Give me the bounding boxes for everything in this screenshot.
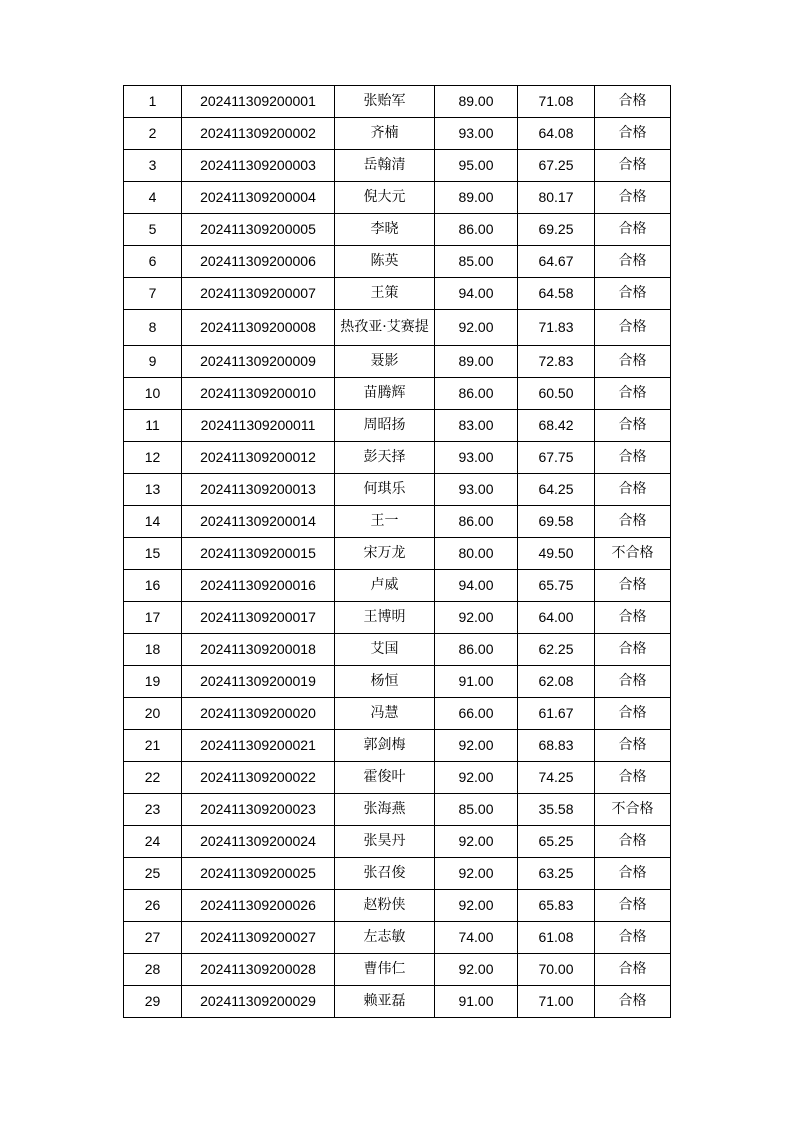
score-1-cell: 86.00 bbox=[435, 634, 518, 666]
score-2-cell: 64.67 bbox=[518, 246, 595, 278]
result-cell: 不合格 bbox=[595, 538, 671, 570]
table-row bbox=[124, 474, 671, 506]
score-1-cell: 86.00 bbox=[435, 214, 518, 246]
score-2-cell: 61.67 bbox=[518, 698, 595, 730]
candidate-name-cell: 倪大元 bbox=[335, 182, 435, 214]
score-1-cell: 95.00 bbox=[435, 150, 518, 182]
row-number-cell: 2 bbox=[124, 118, 182, 150]
table-row bbox=[124, 118, 671, 150]
exam-id-cell: 202411309200016 bbox=[182, 570, 335, 602]
exam-id-cell: 202411309200017 bbox=[182, 602, 335, 634]
exam-id-cell: 202411309200027 bbox=[182, 922, 335, 954]
table-row bbox=[124, 666, 671, 698]
score-2-cell: 67.25 bbox=[518, 150, 595, 182]
table-row bbox=[124, 150, 671, 182]
result-cell: 合格 bbox=[595, 442, 671, 474]
table-row bbox=[124, 730, 671, 762]
candidate-name-cell: 曹伟仁 bbox=[335, 954, 435, 986]
result-cell: 合格 bbox=[595, 890, 671, 922]
row-number-cell: 14 bbox=[124, 506, 182, 538]
table-row bbox=[124, 378, 671, 410]
result-cell: 合格 bbox=[595, 378, 671, 410]
exam-id-cell: 202411309200029 bbox=[182, 986, 335, 1018]
exam-id-cell: 202411309200023 bbox=[182, 794, 335, 826]
score-2-cell: 72.83 bbox=[518, 346, 595, 378]
candidate-name-cell: 陈英 bbox=[335, 246, 435, 278]
exam-id-cell: 202411309200012 bbox=[182, 442, 335, 474]
row-number-cell: 29 bbox=[124, 986, 182, 1018]
candidate-name-cell: 艾国 bbox=[335, 634, 435, 666]
score-1-cell: 92.00 bbox=[435, 890, 518, 922]
result-cell: 合格 bbox=[595, 214, 671, 246]
row-number-cell: 28 bbox=[124, 954, 182, 986]
score-2-cell: 60.50 bbox=[518, 378, 595, 410]
candidate-name-cell: 周昭扬 bbox=[335, 410, 435, 442]
table-row bbox=[124, 506, 671, 538]
score-2-cell: 64.25 bbox=[518, 474, 595, 506]
table-row bbox=[124, 182, 671, 214]
result-cell: 合格 bbox=[595, 698, 671, 730]
score-1-cell: 83.00 bbox=[435, 410, 518, 442]
score-2-cell: 68.42 bbox=[518, 410, 595, 442]
exam-id-cell: 202411309200015 bbox=[182, 538, 335, 570]
table-row bbox=[124, 570, 671, 602]
result-cell: 合格 bbox=[595, 570, 671, 602]
score-2-cell: 64.58 bbox=[518, 278, 595, 310]
candidate-name-cell: 张昊丹 bbox=[335, 826, 435, 858]
table-row bbox=[124, 858, 671, 890]
exam-id-cell: 202411309200022 bbox=[182, 762, 335, 794]
row-number-cell: 20 bbox=[124, 698, 182, 730]
score-2-cell: 80.17 bbox=[518, 182, 595, 214]
row-number-cell: 27 bbox=[124, 922, 182, 954]
candidate-name-cell: 彭天择 bbox=[335, 442, 435, 474]
row-number-cell: 7 bbox=[124, 278, 182, 310]
results-table-body bbox=[124, 86, 671, 1018]
candidate-name-cell: 卢威 bbox=[335, 570, 435, 602]
row-number-cell: 22 bbox=[124, 762, 182, 794]
result-cell: 合格 bbox=[595, 474, 671, 506]
exam-id-cell: 202411309200011 bbox=[182, 410, 335, 442]
table-row bbox=[124, 410, 671, 442]
candidate-name-cell: 聂影 bbox=[335, 346, 435, 378]
result-cell: 合格 bbox=[595, 118, 671, 150]
candidate-name-cell: 李晓 bbox=[335, 214, 435, 246]
row-number-cell: 15 bbox=[124, 538, 182, 570]
candidate-name-cell: 岳翰清 bbox=[335, 150, 435, 182]
exam-id-cell: 202411309200013 bbox=[182, 474, 335, 506]
table-row bbox=[124, 346, 671, 378]
exam-id-cell: 202411309200021 bbox=[182, 730, 335, 762]
row-number-cell: 6 bbox=[124, 246, 182, 278]
score-2-cell: 35.58 bbox=[518, 794, 595, 826]
row-number-cell: 11 bbox=[124, 410, 182, 442]
score-2-cell: 49.50 bbox=[518, 538, 595, 570]
score-1-cell: 74.00 bbox=[435, 922, 518, 954]
exam-id-cell: 202411309200018 bbox=[182, 634, 335, 666]
candidate-name-cell: 热孜亚·艾赛提 bbox=[335, 310, 435, 346]
result-cell: 合格 bbox=[595, 986, 671, 1018]
score-2-cell: 63.25 bbox=[518, 858, 595, 890]
candidate-name-cell: 张海燕 bbox=[335, 794, 435, 826]
row-number-cell: 5 bbox=[124, 214, 182, 246]
result-cell: 合格 bbox=[595, 150, 671, 182]
row-number-cell: 4 bbox=[124, 182, 182, 214]
exam-id-cell: 202411309200010 bbox=[182, 378, 335, 410]
score-1-cell: 66.00 bbox=[435, 698, 518, 730]
row-number-cell: 23 bbox=[124, 794, 182, 826]
table-row bbox=[124, 442, 671, 474]
score-1-cell: 89.00 bbox=[435, 346, 518, 378]
row-number-cell: 17 bbox=[124, 602, 182, 634]
table-row bbox=[124, 794, 671, 826]
exam-id-cell: 202411309200004 bbox=[182, 182, 335, 214]
table-row bbox=[124, 86, 671, 118]
candidate-name-cell: 王博明 bbox=[335, 602, 435, 634]
exam-id-cell: 202411309200002 bbox=[182, 118, 335, 150]
exam-id-cell: 202411309200003 bbox=[182, 150, 335, 182]
exam-id-cell: 202411309200005 bbox=[182, 214, 335, 246]
score-1-cell: 85.00 bbox=[435, 246, 518, 278]
candidate-name-cell: 霍俊叶 bbox=[335, 762, 435, 794]
exam-id-cell: 202411309200024 bbox=[182, 826, 335, 858]
result-cell: 合格 bbox=[595, 922, 671, 954]
row-number-cell: 13 bbox=[124, 474, 182, 506]
row-number-cell: 25 bbox=[124, 858, 182, 890]
exam-id-cell: 202411309200019 bbox=[182, 666, 335, 698]
exam-id-cell: 202411309200008 bbox=[182, 310, 335, 346]
results-table bbox=[123, 85, 671, 1018]
result-cell: 合格 bbox=[595, 762, 671, 794]
score-1-cell: 86.00 bbox=[435, 378, 518, 410]
result-cell: 合格 bbox=[595, 410, 671, 442]
score-2-cell: 65.75 bbox=[518, 570, 595, 602]
score-1-cell: 91.00 bbox=[435, 986, 518, 1018]
score-2-cell: 69.25 bbox=[518, 214, 595, 246]
row-number-cell: 10 bbox=[124, 378, 182, 410]
row-number-cell: 24 bbox=[124, 826, 182, 858]
exam-id-cell: 202411309200001 bbox=[182, 86, 335, 118]
result-cell: 合格 bbox=[595, 634, 671, 666]
score-1-cell: 93.00 bbox=[435, 118, 518, 150]
result-cell: 合格 bbox=[595, 278, 671, 310]
score-2-cell: 65.25 bbox=[518, 826, 595, 858]
row-number-cell: 9 bbox=[124, 346, 182, 378]
table-row bbox=[124, 310, 671, 346]
result-cell: 合格 bbox=[595, 730, 671, 762]
table-row bbox=[124, 214, 671, 246]
table-row bbox=[124, 762, 671, 794]
table-row bbox=[124, 538, 671, 570]
table-row bbox=[124, 890, 671, 922]
table-row bbox=[124, 986, 671, 1018]
result-cell: 合格 bbox=[595, 310, 671, 346]
score-2-cell: 68.83 bbox=[518, 730, 595, 762]
score-1-cell: 92.00 bbox=[435, 602, 518, 634]
exam-id-cell: 202411309200007 bbox=[182, 278, 335, 310]
score-2-cell: 62.25 bbox=[518, 634, 595, 666]
score-1-cell: 89.00 bbox=[435, 182, 518, 214]
candidate-name-cell: 王一 bbox=[335, 506, 435, 538]
candidate-name-cell: 苗腾辉 bbox=[335, 378, 435, 410]
row-number-cell: 19 bbox=[124, 666, 182, 698]
candidate-name-cell: 郭剑梅 bbox=[335, 730, 435, 762]
score-1-cell: 94.00 bbox=[435, 570, 518, 602]
result-cell: 合格 bbox=[595, 346, 671, 378]
score-1-cell: 89.00 bbox=[435, 86, 518, 118]
candidate-name-cell: 张召俊 bbox=[335, 858, 435, 890]
result-cell: 合格 bbox=[595, 182, 671, 214]
result-cell: 合格 bbox=[595, 246, 671, 278]
result-cell: 合格 bbox=[595, 506, 671, 538]
score-2-cell: 61.08 bbox=[518, 922, 595, 954]
score-2-cell: 69.58 bbox=[518, 506, 595, 538]
score-2-cell: 64.08 bbox=[518, 118, 595, 150]
score-2-cell: 64.00 bbox=[518, 602, 595, 634]
candidate-name-cell: 冯慧 bbox=[335, 698, 435, 730]
table-row bbox=[124, 826, 671, 858]
score-2-cell: 70.00 bbox=[518, 954, 595, 986]
row-number-cell: 21 bbox=[124, 730, 182, 762]
score-1-cell: 92.00 bbox=[435, 310, 518, 346]
exam-id-cell: 202411309200020 bbox=[182, 698, 335, 730]
score-1-cell: 92.00 bbox=[435, 762, 518, 794]
row-number-cell: 12 bbox=[124, 442, 182, 474]
row-number-cell: 26 bbox=[124, 890, 182, 922]
score-1-cell: 86.00 bbox=[435, 506, 518, 538]
score-1-cell: 85.00 bbox=[435, 794, 518, 826]
score-1-cell: 92.00 bbox=[435, 858, 518, 890]
exam-id-cell: 202411309200006 bbox=[182, 246, 335, 278]
candidate-name-cell: 张贻军 bbox=[335, 86, 435, 118]
exam-id-cell: 202411309200025 bbox=[182, 858, 335, 890]
exam-id-cell: 202411309200028 bbox=[182, 954, 335, 986]
candidate-name-cell: 王策 bbox=[335, 278, 435, 310]
score-1-cell: 92.00 bbox=[435, 730, 518, 762]
exam-id-cell: 202411309200014 bbox=[182, 506, 335, 538]
table-row bbox=[124, 634, 671, 666]
score-2-cell: 62.08 bbox=[518, 666, 595, 698]
score-2-cell: 71.83 bbox=[518, 310, 595, 346]
table-row bbox=[124, 954, 671, 986]
row-number-cell: 8 bbox=[124, 310, 182, 346]
score-1-cell: 94.00 bbox=[435, 278, 518, 310]
score-1-cell: 93.00 bbox=[435, 474, 518, 506]
row-number-cell: 3 bbox=[124, 150, 182, 182]
score-1-cell: 91.00 bbox=[435, 666, 518, 698]
result-cell: 合格 bbox=[595, 602, 671, 634]
result-cell: 合格 bbox=[595, 954, 671, 986]
exam-id-cell: 202411309200026 bbox=[182, 890, 335, 922]
result-cell: 合格 bbox=[595, 86, 671, 118]
score-1-cell: 80.00 bbox=[435, 538, 518, 570]
result-cell: 合格 bbox=[595, 666, 671, 698]
score-1-cell: 93.00 bbox=[435, 442, 518, 474]
score-2-cell: 65.83 bbox=[518, 890, 595, 922]
candidate-name-cell: 赵粉侠 bbox=[335, 890, 435, 922]
candidate-name-cell: 齐楠 bbox=[335, 118, 435, 150]
candidate-name-cell: 杨恒 bbox=[335, 666, 435, 698]
score-2-cell: 74.25 bbox=[518, 762, 595, 794]
row-number-cell: 16 bbox=[124, 570, 182, 602]
table-row bbox=[124, 278, 671, 310]
row-number-cell: 18 bbox=[124, 634, 182, 666]
table-row bbox=[124, 602, 671, 634]
score-2-cell: 71.00 bbox=[518, 986, 595, 1018]
result-cell: 不合格 bbox=[595, 794, 671, 826]
table-row bbox=[124, 698, 671, 730]
candidate-name-cell: 宋万龙 bbox=[335, 538, 435, 570]
result-cell: 合格 bbox=[595, 826, 671, 858]
candidate-name-cell: 左志敏 bbox=[335, 922, 435, 954]
score-1-cell: 92.00 bbox=[435, 826, 518, 858]
exam-id-cell: 202411309200009 bbox=[182, 346, 335, 378]
row-number-cell: 1 bbox=[124, 86, 182, 118]
table-row bbox=[124, 246, 671, 278]
candidate-name-cell: 赖亚磊 bbox=[335, 986, 435, 1018]
score-2-cell: 71.08 bbox=[518, 86, 595, 118]
score-1-cell: 92.00 bbox=[435, 954, 518, 986]
table-row bbox=[124, 922, 671, 954]
score-2-cell: 67.75 bbox=[518, 442, 595, 474]
result-cell: 合格 bbox=[595, 858, 671, 890]
candidate-name-cell: 何琪乐 bbox=[335, 474, 435, 506]
